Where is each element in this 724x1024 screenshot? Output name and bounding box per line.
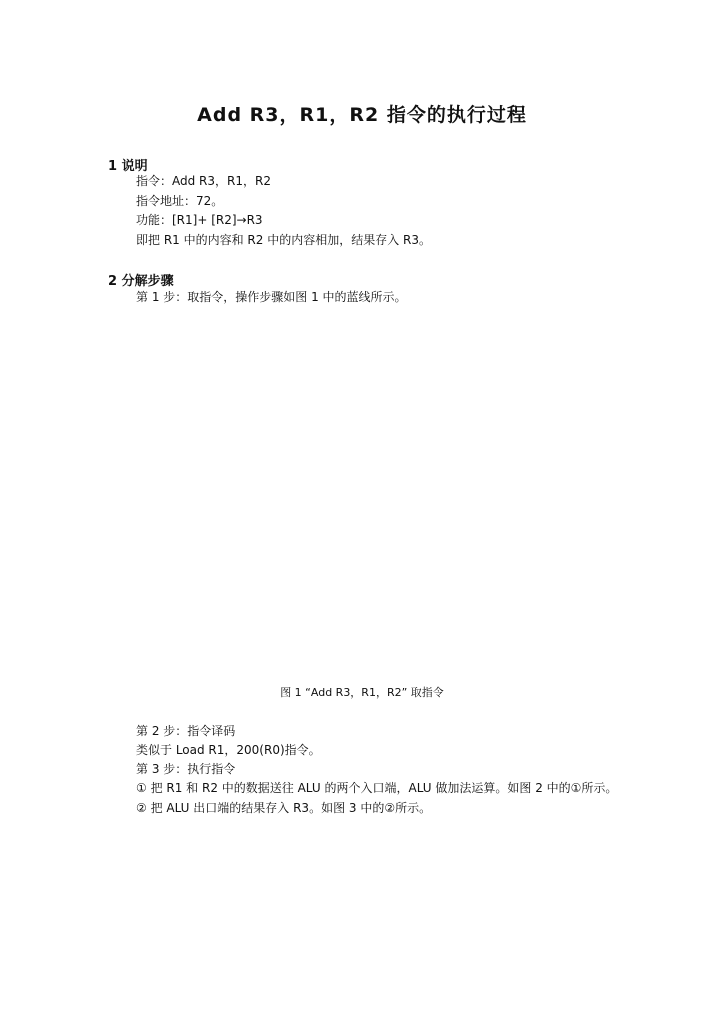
instruction-line: 指令：Add R3，R1，R2 — [136, 174, 271, 188]
document-title: Add R3，R1，R2 指令的执行过程 — [197, 104, 527, 126]
instruction-address-line: 指令地址：72。 — [136, 194, 224, 208]
execute-substep-1: ① 把 R1 和 R2 中的数据送往 ALU 的两个入口端，ALU 做加法运算。如图 2 中的①所示。 — [136, 781, 618, 795]
description-line: 即把 R1 中的内容和 R2 中的内容相加，结果存入 R3。 — [136, 233, 431, 247]
function-line: 功能：[R1]+ [R2]→R3 — [136, 213, 263, 227]
step-3-line: 第 3 步：执行指令 — [136, 762, 236, 776]
section-1-heading: 1 说明 — [108, 159, 148, 174]
step-2-line: 第 2 步：指令译码 — [136, 724, 236, 738]
step-1-line: 第 1 步：取指令，操作步骤如图 1 中的蓝线所示。 — [136, 290, 407, 304]
figure-1-caption: 图 1 “Add R3，R1，R2” 取指令 — [280, 686, 444, 699]
decode-note-line: 类似于 Load R1，200(R0)指令。 — [136, 743, 321, 757]
execute-substep-2: ② 把 ALU 出口端的结果存入 R3。如图 3 中的②所示。 — [136, 801, 432, 815]
section-2-heading: 2 分解步骤 — [108, 274, 174, 289]
figure-1-area — [136, 310, 606, 675]
